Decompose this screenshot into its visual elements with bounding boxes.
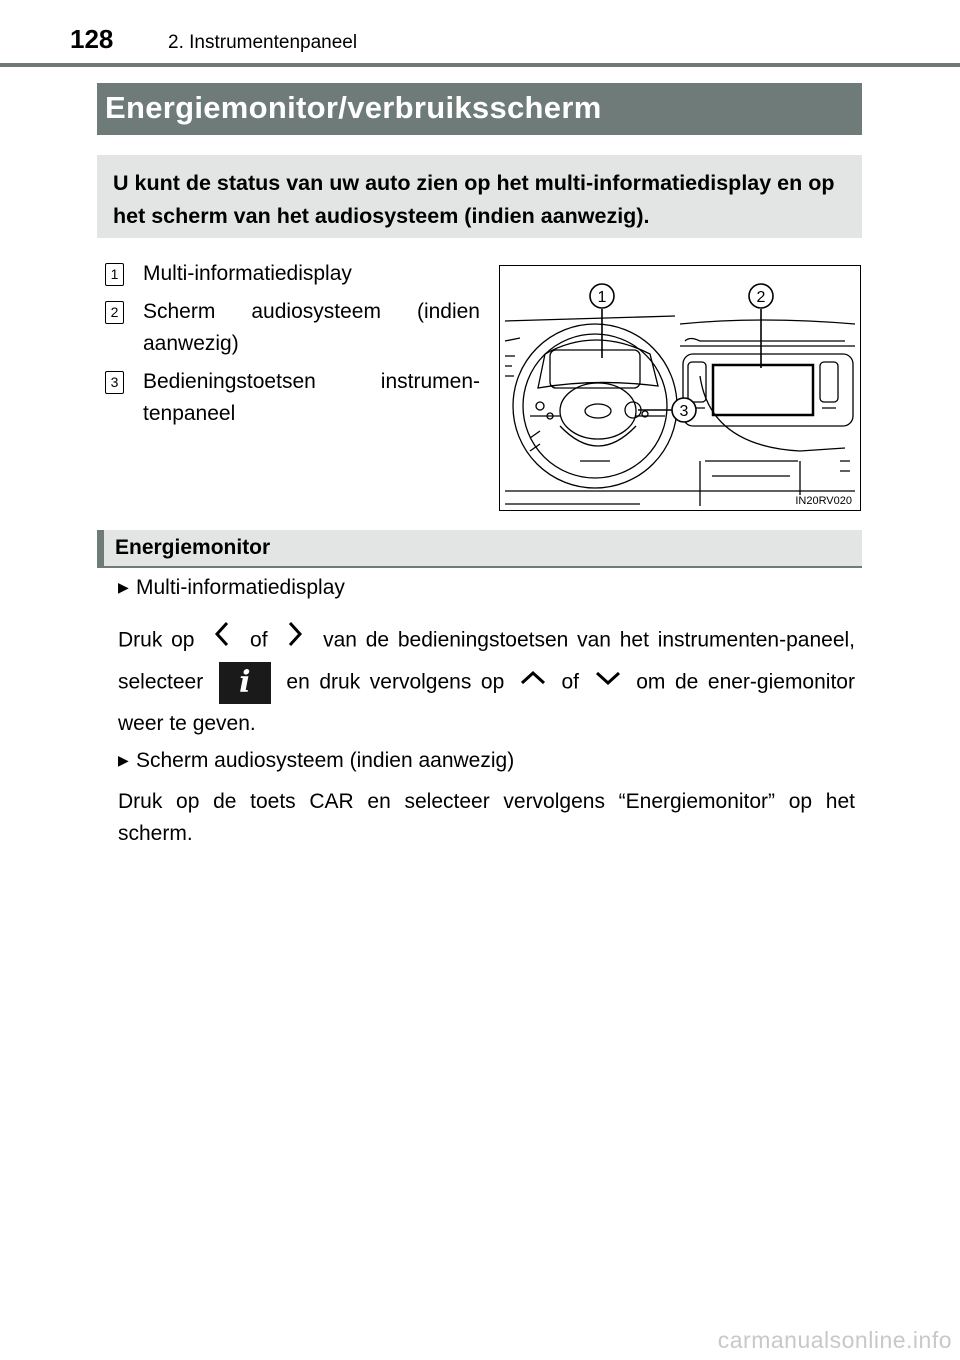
callout-3: 3 [679, 403, 689, 420]
header-divider [0, 63, 960, 67]
bullet-item [118, 749, 514, 773]
figure-legend [105, 258, 480, 436]
chevron-down-icon [589, 663, 627, 703]
section-title: Energiemonitor/verbruiksscherm [105, 90, 602, 125]
section-title-banner [97, 83, 862, 135]
legend-text: Bedieningstoetsen instrumen-tenpaneel [143, 370, 480, 425]
legend-text: Multi-informatiedisplay [143, 262, 352, 285]
triangle-bullet-icon: ▶ [118, 579, 129, 595]
intro-text: U kunt de status van uw auto zien op het multi-informatiedisplay en op het scherm van het audiosysteem (indien aanwezig). [113, 171, 835, 228]
watermark: carmanualsonline.info [717, 1327, 952, 1353]
legend-text: Scherm audiosysteem (indien aanwezig) [143, 300, 480, 355]
triangle-bullet-icon: ▶ [118, 752, 129, 768]
dashboard-drawing [500, 266, 860, 510]
page-header [0, 0, 960, 66]
page-number: 128 [70, 24, 114, 54]
instruction-paragraph [118, 620, 855, 744]
chevron-right-icon [276, 620, 314, 662]
para-text: of [250, 628, 268, 652]
para-text: en druk vervolgens op [286, 670, 505, 694]
subsection-title: Energiemonitor [115, 536, 271, 559]
bullet-text: Multi-informatiedisplay [136, 576, 345, 599]
intro-box [97, 155, 862, 238]
para-text: of [561, 670, 579, 694]
bullet-item [118, 576, 345, 600]
para-text: van de bedieningstoetsen van het instrumenten-paneel, selecteer [118, 628, 855, 694]
callout-2: 2 [756, 289, 766, 306]
chevron-left-icon [203, 620, 241, 662]
legend-item [105, 366, 480, 430]
callout-1: 1 [597, 289, 607, 306]
subsection-banner [97, 530, 862, 566]
number-badge: 3 [105, 371, 124, 394]
para-text: Druk op [118, 628, 195, 652]
legend-item [105, 258, 480, 290]
legend-item [105, 296, 480, 360]
info-icon: i [219, 662, 271, 704]
figure-code: IN20RV020 [795, 495, 852, 507]
instruction-paragraph: Druk op de toets CAR en selecteer vervolgens “Energiemonitor” op het scherm. [118, 790, 855, 845]
para-text: om de ener-giemonitor weer te geven. [118, 670, 855, 735]
banner-accent [97, 530, 104, 566]
number-badge: 1 [105, 263, 124, 286]
dashboard-illustration [499, 265, 861, 511]
bullet-text: Scherm audiosysteem (indien aanwezig) [136, 749, 515, 772]
chapter-title: 2. Instrumentenpaneel [168, 32, 358, 53]
banner-underline [97, 566, 862, 568]
number-badge: 2 [105, 301, 124, 324]
chevron-up-icon [514, 663, 552, 703]
